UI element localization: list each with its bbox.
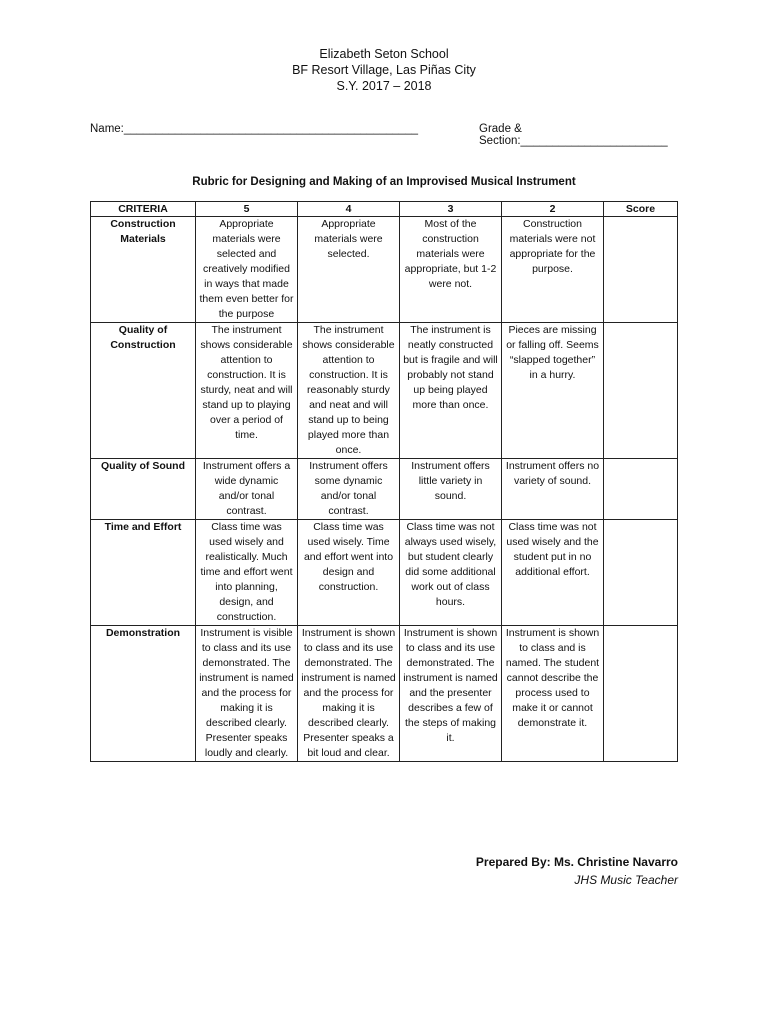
criteria-cell: Construction Materials <box>91 217 196 323</box>
header-3: 3 <box>400 202 502 217</box>
level-2-cell: Instrument is shown to class and is named. The student cannot describe the process used to make it or cannot demonstrate it. <box>502 626 604 762</box>
level-2-cell: Instrument offers no variety of sound. <box>502 459 604 520</box>
score-cell[interactable] <box>604 217 678 323</box>
level-3-cell: The instrument is neatly constructed but is fragile and will probably not stand up being played more than once. <box>400 323 502 459</box>
rubric-header-row <box>91 202 678 217</box>
level-3-cell: Most of the construction materials were appropriate, but 1-2 were not. <box>400 217 502 323</box>
level-4-cell: Appropriate materials were selected. <box>298 217 400 323</box>
table-row <box>91 217 678 323</box>
criteria-cell: Demonstration <box>91 626 196 762</box>
criteria-cell: Quality of Sound <box>91 459 196 520</box>
level-4-cell: Instrument offers some dynamic and/or tonal contrast. <box>298 459 400 520</box>
level-3-cell: Class time was not always used wisely, but student clearly did some additional work out of class hours. <box>400 520 502 626</box>
name-field[interactable]: Name:______________________________________________ <box>90 123 419 135</box>
table-row <box>91 626 678 762</box>
criteria-cell: Quality of Construction <box>91 323 196 459</box>
level-2-cell: Class time was not used wisely and the student put in no additional effort. <box>502 520 604 626</box>
level-4-cell: Class time was used wisely. Time and effort went into design and construction. <box>298 520 400 626</box>
score-cell[interactable] <box>604 323 678 459</box>
header-score: Score <box>604 202 678 217</box>
rubric-title: Rubric for Designing and Making of an Improvised Musical Instrument <box>192 176 576 188</box>
level-5-cell: Appropriate materials were selected and creatively modified in ways that made them even better for the purpose <box>196 217 298 323</box>
school-name: Elizabeth Seton School <box>319 47 449 61</box>
level-5-cell: Instrument offers a wide dynamic and/or tonal contrast. <box>196 459 298 520</box>
header-2: 2 <box>502 202 604 217</box>
table-row <box>91 323 678 459</box>
table-row <box>91 459 678 520</box>
level-5-cell: Class time was used wisely and realistically. Much time and effort went into planning, design, and construction. <box>196 520 298 626</box>
level-2-cell: Construction materials were not appropriate for the purpose. <box>502 217 604 323</box>
header-5: 5 <box>196 202 298 217</box>
score-cell[interactable] <box>604 626 678 762</box>
score-cell[interactable] <box>604 459 678 520</box>
school-year: S.Y. 2017 – 2018 <box>336 79 432 93</box>
level-3-cell: Instrument offers little variety in sound. <box>400 459 502 520</box>
rubric-table <box>90 201 678 762</box>
table-row <box>91 520 678 626</box>
level-5-cell: The instrument shows considerable attention to construction. It is sturdy, neat and will stand up to playing over a period of time. <box>196 323 298 459</box>
school-header <box>0 46 768 94</box>
school-address: BF Resort Village, Las Piñas City <box>292 63 476 77</box>
header-criteria: CRITERIA <box>91 202 196 217</box>
header-4: 4 <box>298 202 400 217</box>
level-2-cell: Pieces are missing or falling off. Seems “slapped together” in a hurry. <box>502 323 604 459</box>
criteria-cell: Time and Effort <box>91 520 196 626</box>
score-cell[interactable] <box>604 520 678 626</box>
level-5-cell: Instrument is visible to class and its use demonstrated. The instrument is named and the process for making it is described clearly. Presenter speaks loudly and clearly. <box>196 626 298 762</box>
grade-section-field[interactable]: Grade & Section:_______________________ <box>479 123 668 147</box>
teacher-role: JHS Music Teacher <box>574 873 678 887</box>
level-4-cell: Instrument is shown to class and its use demonstrated. The instrument is named and the process for making it is described clearly. Presenter speaks a bit loud and clear. <box>298 626 400 762</box>
prepared-by: Prepared By: Ms. Christine Navarro <box>475 855 678 869</box>
level-4-cell: The instrument shows considerable attention to construction. It is reasonably sturdy and neat and will stand up to being played more than once. <box>298 323 400 459</box>
level-3-cell: Instrument is shown to class and its use demonstrated. The instrument is named and the presenter describes a few of the steps of making it. <box>400 626 502 762</box>
